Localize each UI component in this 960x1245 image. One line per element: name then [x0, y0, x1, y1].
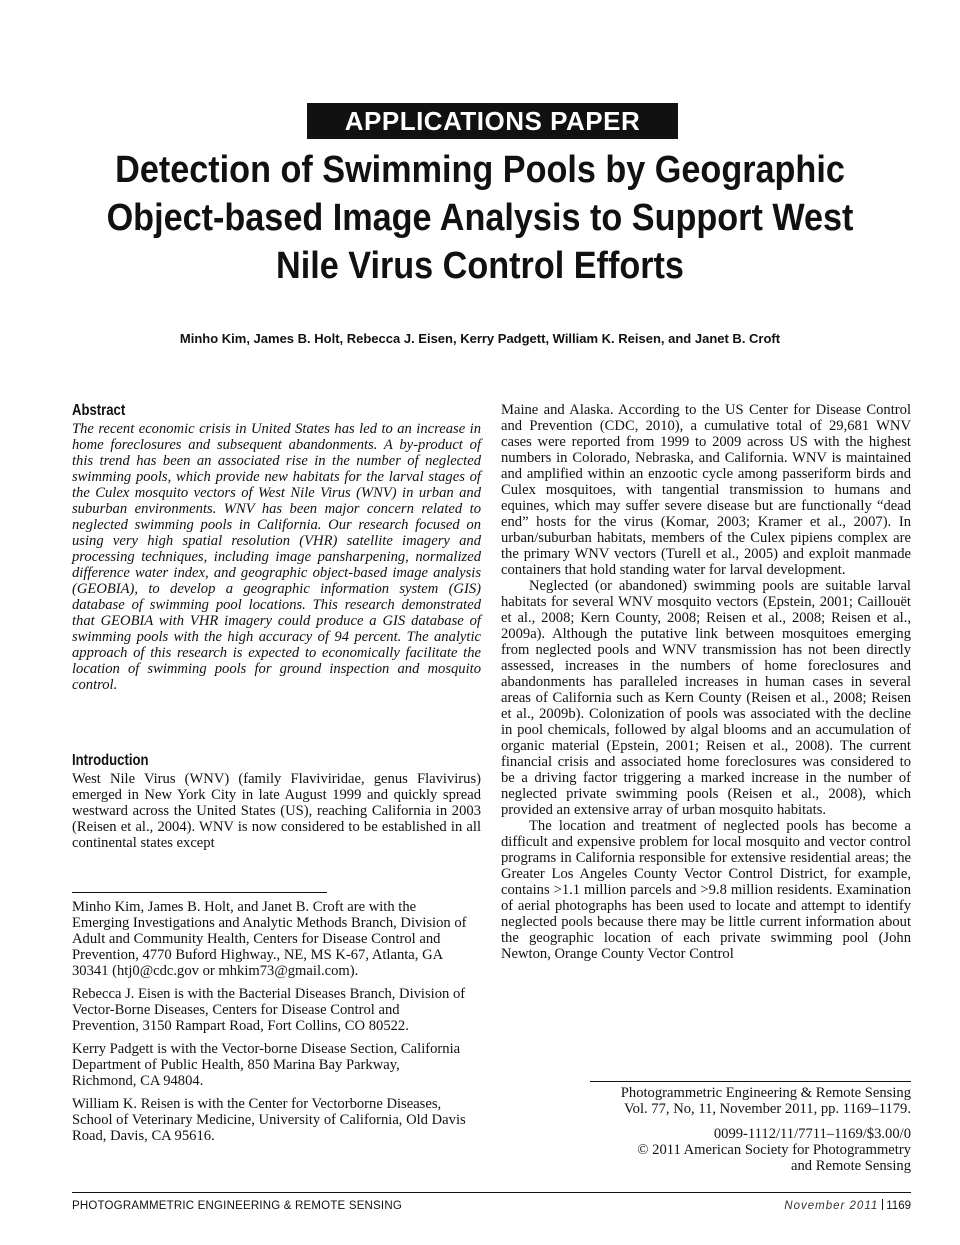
journal-volume: Vol. 77, No, 11, November 2011, pp. 1169–1179. [624, 1101, 911, 1117]
footnote-affiliation: William K. Reisen is with the Center for Vectorborne Diseases, School of Veterinary Medicine, University of California, Old Davis Road, Davis, CA 95616. [72, 1096, 466, 1144]
introduction-heading: Introduction [72, 752, 149, 769]
footer-page-info [784, 1199, 911, 1212]
footnote-divider [72, 892, 327, 893]
footer-journal-name: PHOTOGRAMMETRIC ENGINEERING & REMOTE SENSING [72, 1200, 402, 1212]
journal-citation-block [560, 1085, 911, 1174]
body-paragraph: The location and treatment of neglected pools has become a difficult and expensive problem for local mosquito and vector control programs in California responsible for extensive residential areas; the Greater Los Angeles County Vector Control District, for example, contains >1.1 million parcels and >9.8 million residents. Examination of aerial photographs has been used to locate and attempt to identify neglected pools because there may be little current information about the geographic location of each private swimming pool (John Newton, Orange County Vector Control [501, 818, 911, 962]
journal-code: 0099-1112/11/7711–1169/$3.00/0 [713, 1126, 911, 1142]
affiliation-footnotes [72, 899, 467, 1151]
footer-separator [882, 1199, 883, 1210]
copyright-line: and Remote Sensing [791, 1158, 911, 1174]
page-number: 1169 [886, 1200, 911, 1212]
right-column [501, 402, 911, 962]
copyright-line: © 2011 American Society for Photogrammetry [637, 1142, 911, 1158]
footnote-affiliation: Kerry Padgett is with the Vector-borne Disease Section, California Department of Public Health, 850 Marina Bay Parkway, Richmond, CA 94804. [72, 1041, 461, 1089]
introduction-text: West Nile Virus (WNV) (family Flaviviridae, genus Flavivirus) emerged in New York City in late August 1999 and quickly spread westward across the United States (US), reaching California in 2003 (Reisen et al., 2004). WNV is now considered to be established in all continental states except [72, 771, 481, 851]
body-paragraph: Neglected (or abandoned) swimming pools are suitable larval habitats for several WNV mosquito vectors (Epstein, 2001; Caillouët et al., 2008; Kern County, 2008; Reisen et al., 2008; Reisen et al., 2009a). Although the putative link between mosquitoes emerging from neglected pools and WNV transmission has not been directly assessed, increases in the numbers of home foreclosures and abandonments has paralleled increases in human cases in several areas of California such as Kern County (Reisen et al., 2008; Reisen et al., 2009b). Colonization of pools was associated with the decline in pool chemicals, followed by algal blooms and an accumulation of organic material (Epstein, 2001; Reisen et al., 2008). The current financial crisis and associated home foreclosures was considered to be a driving factor triggering a marked increase in the number of neglected private swimming pools (Reisen et al., 2008), which provided an extensive array of urban mosquito habitats. [501, 578, 911, 818]
paper-title: Detection of Swimming Pools by Geographic Object-based Image Analysis to Support West Nile Virus Control Efforts [106, 149, 854, 287]
footnote-affiliation: Minho Kim, James B. Holt, and Janet B. Croft are with the Emerging Investigations and Analytic Methods Branch, Division of Adult and Community Health, Centers for Disease Control and Prevention, 4770 Buford Highway., NE, MS K-67, Atlanta, GA 30341 (htj0@cdc.gov or mhkim73@gmail.com). [72, 899, 467, 979]
footer-date: November 2011 [784, 1200, 879, 1212]
paper-type-banner: APPLICATIONS PAPER [307, 103, 678, 139]
abstract-text: The recent economic crisis in United States has led to an increase in home foreclosures and subsequent abandonments. A by-product of this trend has been an associated rise in the number of neglected swimming pools, which provide new habitats for the larval stages of the Culex mosquito vectors of West Nile Virus (WNV) in urban and suburban environments. WNV has been major concern related to neglected swimming pools in California. Our research focused on using very high spatial resolution (VHR) satellite imagery and processing techniques, including image pansharpening, normalized difference water index, and geographic object-based image analysis (GEOBIA), to develop a geographic information system (GIS) database of swimming pool locations. This research demonstrated that GEOBIA with VHR imagery could produce a GIS database of swimming pools with the high accuracy of 94 percent. The analytic approach of this research is expected to economically facilitate the location of swimming pools for ground inspection and mosquito control. [72, 421, 481, 693]
journal-info-divider [590, 1081, 911, 1082]
footer-divider [72, 1192, 911, 1193]
footnote-affiliation: Rebecca J. Eisen is with the Bacterial Diseases Branch, Division of Vector-Borne Diseases, Centers for Disease Control and Prevention, 3150 Rampart Road, Fort Collins, CO 80522. [72, 986, 466, 1034]
body-paragraph: Maine and Alaska. According to the US Center for Disease Control and Prevention (CDC, 2010), a cumulative total of 29,681 WNV cases were reported from 1999 to 2009 across US with the highest numbers in Colorado, Nebraska, and California. WNV is maintained and amplified within an enzootic cycle among passeriform birds and Culex mosquitoes, with tangential transmission to humans and equines, which may suffer severe disease but are functionally “dead end” hosts for the virus (Komar, 2003; Kramer et al., 2007). In urban/suburban habitats, members of the Culex pipiens complex are the primary WNV vectors (Turell et al., 2005) and exploit manmade containers that hold standing water for larval development. [501, 402, 911, 578]
abstract-heading: Abstract [72, 402, 126, 419]
author-list: Minho Kim, James B. Holt, Rebecca J. Eisen, Kerry Padgett, William K. Reisen, and Janet B. Croft [179, 331, 781, 346]
journal-name: Photogrammetric Engineering & Remote Sensing [620, 1085, 911, 1101]
